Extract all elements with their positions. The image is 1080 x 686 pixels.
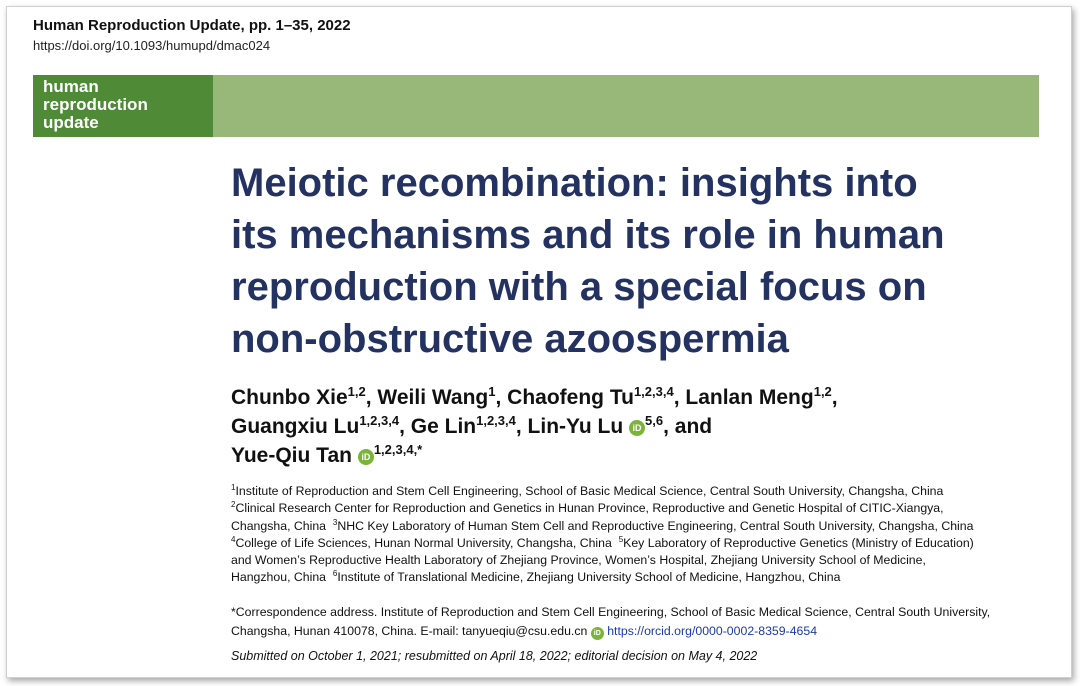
affiliation-line [231, 500, 1041, 517]
author-sup: 1,2,3,4 [359, 413, 400, 428]
author-sup: 1,2,3,4 [476, 413, 516, 428]
correspondence-line-1: *Correspondence address. Institute of Reproduction and Stem Cell Engineering, School of Basic Medical Science, Central South University, [231, 605, 991, 619]
affil-sup: 3 [332, 517, 338, 527]
author-name[interactable]: Chunbo Xie [231, 386, 348, 409]
author-sep: , [399, 415, 411, 438]
affiliations [231, 483, 1041, 587]
author-sep: , [365, 386, 378, 409]
correspondence-line-2 [231, 622, 1041, 641]
affil-sup: 2 [231, 500, 236, 510]
orcid-icon[interactable]: iD [629, 420, 645, 436]
author-name[interactable]: Lanlan Meng [685, 386, 814, 409]
submission-dates: Submitted on October 1, 2021; resubmitted on April 18, 2022; editorial decision on May 4, 2022 [231, 649, 758, 663]
journal-logo [33, 75, 213, 137]
doi-link[interactable]: https://doi.org/10.1093/humupd/dmac024 [33, 38, 271, 53]
author-sup: 1 [488, 384, 496, 399]
author-sup: 1,2 [813, 384, 832, 399]
affil-sup: 1 [231, 483, 236, 492]
affil-text: Hangzhou, China [231, 570, 327, 585]
author-name[interactable]: Lin-Yu Lu [527, 415, 624, 438]
orcid-link[interactable]: https://orcid.org/0000-0002-8359-4654 [607, 624, 818, 638]
orcid-icon[interactable]: iD [358, 449, 374, 465]
affil-sup: 4 [231, 534, 236, 544]
author-sep: , [515, 415, 528, 438]
correspondence [231, 603, 1041, 641]
affiliation-line [231, 552, 1041, 569]
author-name[interactable]: Yue-Qiu Tan [231, 444, 352, 467]
author-list [231, 383, 1031, 470]
affil-text: College of Life Sciences, Hunan Normal University, Changsha, China [235, 535, 612, 550]
article-title [231, 157, 1031, 365]
author-line-2 [231, 412, 1031, 441]
affiliation-line [231, 535, 1041, 552]
author-sep: , [495, 386, 508, 409]
author-sup: 5,6 [645, 413, 664, 428]
affiliation-line [231, 518, 1041, 535]
author-sep: , [673, 386, 686, 409]
affiliation-line [231, 569, 1041, 586]
affil-text: Clinical Research Center for Reproduction and Genetics in Hunan Province, Reproductive and Genetic Hospital of CITIC-Xiangya, [235, 501, 944, 516]
affil-text: Institute of Translational Medicine, Zhejiang University School of Medicine, Hangzhou, China [337, 570, 841, 585]
logo-line-3: update [43, 113, 99, 132]
journal-banner [33, 75, 1039, 137]
author-sup: 1,2,3,4,* [373, 442, 423, 457]
author-sep: , [831, 386, 838, 409]
journal-citation: Human Reproduction Update, pp. 1–35, 2022 [33, 17, 351, 34]
author-name[interactable]: Ge Lin [410, 415, 477, 438]
affil-sup: 6 [332, 569, 338, 579]
title-line-2: its mechanisms and its role in human [231, 213, 945, 257]
author-name[interactable]: Guangxiu Lu [231, 415, 360, 438]
affil-text: and Women’s Reproductive Health Laboratory of Zhejiang Province, Women’s Hospital, Zhejiang University School of Medicine, [231, 553, 926, 568]
title-line-4: non-obstructive azoospermia [231, 317, 789, 361]
author-line-1 [231, 383, 1031, 412]
author-line-3 [231, 441, 1031, 470]
author-sep: , and [663, 415, 713, 438]
logo-line-1: human [43, 77, 99, 96]
author-name[interactable]: Chaofeng Tu [507, 386, 634, 409]
affil-text: NHC Key Laboratory of Human Stem Cell and Reproductive Engineering, Central South University, Changsha, China [337, 518, 974, 533]
paper-page [6, 6, 1072, 678]
affil-text: Key Laboratory of Reproductive Genetics (Ministry of Education) [623, 535, 974, 550]
affil-sup: 5 [618, 534, 624, 544]
affil-text: Changsha, China [231, 518, 327, 533]
author-name[interactable]: Weili Wang [377, 386, 489, 409]
logo-line-2: reproduction [43, 95, 148, 114]
affil-text: Institute of Reproduction and Stem Cell Engineering, School of Basic Medical Science, Central South University, Changsha, China [235, 484, 944, 498]
correspondence-address: Changsha, Hunan 410078, China. E-mail: tanyueqiu@csu.edu.cn [231, 624, 588, 638]
author-sup: 1,2,3,4 [633, 384, 674, 399]
title-line-3: reproduction with a special focus on [231, 265, 927, 309]
orcid-icon[interactable]: iD [591, 627, 604, 640]
affiliation-line [231, 483, 1041, 500]
author-sup: 1,2 [347, 384, 366, 399]
title-line-1: Meiotic recombination: insights into [231, 161, 918, 205]
